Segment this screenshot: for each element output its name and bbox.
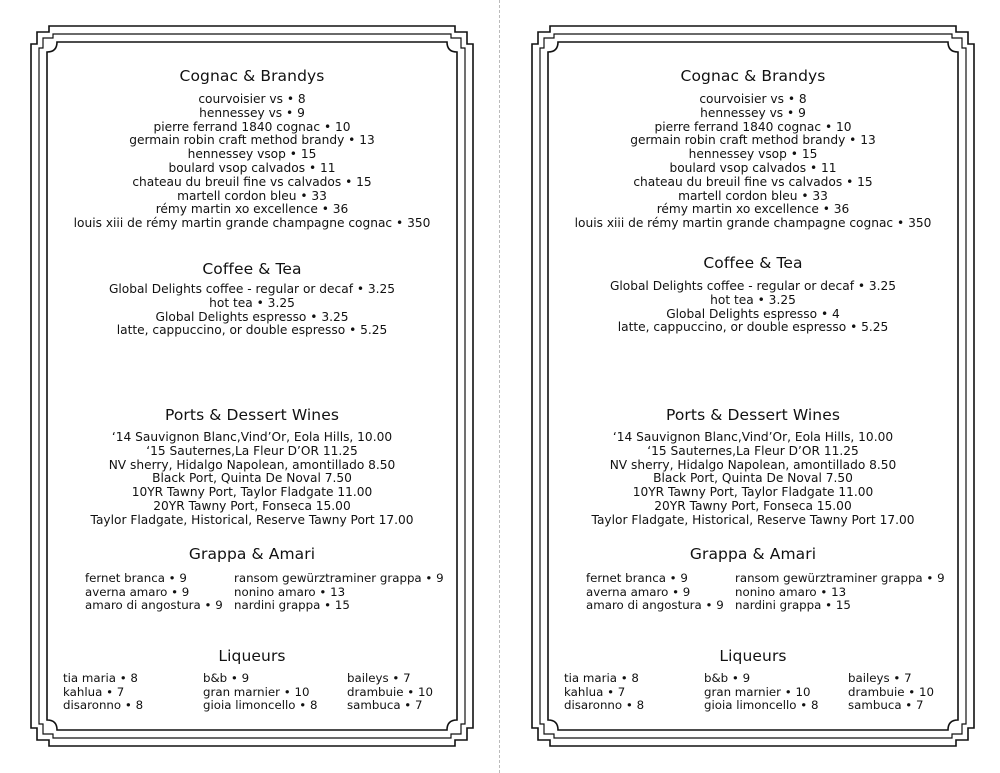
menu-item: ‘15 Sauternes,La Fleur D’OR 11.25 bbox=[647, 443, 859, 458]
menu-item: hennessey vs • 9 bbox=[199, 105, 305, 120]
menu-item: rémy martin xo excellence • 36 bbox=[656, 202, 850, 217]
menu-item: b&b • 9 bbox=[203, 671, 250, 685]
liqueurs-column-2 bbox=[704, 672, 818, 713]
section-title-ports: Ports & Dessert Wines bbox=[164, 406, 340, 424]
menu-item: courvoisier vs • 8 bbox=[699, 92, 807, 106]
menu-page-right bbox=[530, 24, 976, 748]
menu-item: Black Port, Quinta De Noval 7.50 bbox=[152, 471, 352, 486]
menu-item: fernet branca • 9 bbox=[586, 571, 688, 585]
menu-item: chateau du breuil fine vs calvados • 15 bbox=[132, 174, 372, 189]
menu-item: kahlua • 7 bbox=[63, 684, 125, 699]
grappa-column-2 bbox=[735, 572, 945, 613]
liqueurs-column-3 bbox=[347, 672, 433, 713]
menu-item: hot tea • 3.25 bbox=[710, 292, 796, 307]
coffee-list bbox=[29, 283, 475, 338]
section-title-ports: Ports & Dessert Wines bbox=[665, 406, 841, 424]
menu-item: nardini grappa • 15 bbox=[735, 598, 851, 613]
menu-item: germain robin craft method brandy • 13 bbox=[129, 133, 375, 148]
menu-item: martell cordon bleu • 33 bbox=[177, 188, 327, 203]
menu-item: Global Delights espresso • 4 bbox=[666, 306, 840, 321]
menu-item: hennessey vsop • 15 bbox=[688, 147, 818, 162]
menu-item: gioia limoncello • 8 bbox=[203, 698, 318, 713]
menu-item: 10YR Tawny Port, Taylor Fladgate 11.00 bbox=[131, 485, 373, 500]
menu-item: louis xiii de rémy martin grande champagne cognac • 350 bbox=[574, 216, 932, 231]
grappa-column-1 bbox=[85, 572, 223, 613]
menu-page-left bbox=[29, 24, 475, 748]
menu-item: rémy martin xo excellence • 36 bbox=[155, 202, 349, 217]
section-title-coffee: Coffee & Tea bbox=[703, 254, 803, 272]
ports-list bbox=[530, 431, 976, 528]
menu-item: amaro di angostura • 9 bbox=[586, 598, 724, 613]
menu-item: Global Delights coffee - regular or decaf • 3.25 bbox=[108, 282, 396, 296]
menu-item: NV sherry, Hidalgo Napolean, amontillado 8.50 bbox=[609, 457, 897, 472]
menu-item: ransom gewürztraminer grappa • 9 bbox=[735, 571, 945, 585]
ports-list bbox=[29, 431, 475, 528]
liqueurs-column-1 bbox=[564, 672, 644, 713]
menu-item: hot tea • 3.25 bbox=[209, 295, 295, 310]
menu-item: sambuca • 7 bbox=[347, 698, 423, 713]
section-title-cognac: Cognac & Brandys bbox=[179, 67, 325, 85]
section-title-liqueurs: Liqueurs bbox=[218, 647, 286, 665]
liqueurs-column-1 bbox=[63, 672, 143, 713]
menu-item: pierre ferrand 1840 cognac • 10 bbox=[654, 119, 852, 134]
grappa-column-1 bbox=[586, 572, 724, 613]
section-title-coffee: Coffee & Tea bbox=[202, 260, 302, 278]
menu-item: gioia limoncello • 8 bbox=[704, 698, 819, 713]
menu-item: disaronno • 8 bbox=[564, 698, 645, 713]
menu-item: drambuie • 10 bbox=[848, 684, 935, 699]
menu-item: kahlua • 7 bbox=[564, 684, 626, 699]
cognac-list bbox=[530, 93, 976, 231]
menu-item: Global Delights espresso • 3.25 bbox=[155, 309, 349, 324]
section-title-cognac: Cognac & Brandys bbox=[680, 67, 826, 85]
menu-item: hennessey vsop • 15 bbox=[187, 147, 317, 162]
menu-item: gran marnier • 10 bbox=[203, 684, 310, 699]
menu-item: baileys • 7 bbox=[347, 671, 411, 685]
menu-item: nonino amaro • 13 bbox=[234, 584, 346, 599]
menu-item: ‘14 Sauvignon Blanc,Vind’Or, Eola Hills, 10.00 bbox=[612, 430, 894, 444]
menu-item: germain robin craft method brandy • 13 bbox=[630, 133, 876, 148]
menu-item: hennessey vs • 9 bbox=[700, 105, 806, 120]
menu-item: averna amaro • 9 bbox=[85, 584, 190, 599]
section-title-grappa: Grappa & Amari bbox=[689, 545, 817, 563]
menu-item: drambuie • 10 bbox=[347, 684, 434, 699]
section-title-liqueurs: Liqueurs bbox=[719, 647, 787, 665]
cognac-list bbox=[29, 93, 475, 231]
menu-item: martell cordon bleu • 33 bbox=[678, 188, 828, 203]
menu-item: boulard vsop calvados • 11 bbox=[168, 160, 336, 175]
menu-item: ‘15 Sauternes,La Fleur D’OR 11.25 bbox=[146, 443, 358, 458]
menu-item: courvoisier vs • 8 bbox=[198, 92, 306, 106]
menu-item: baileys • 7 bbox=[848, 671, 912, 685]
menu-item: b&b • 9 bbox=[704, 671, 751, 685]
liqueurs-column-2 bbox=[203, 672, 317, 713]
liqueurs-column-3 bbox=[848, 672, 934, 713]
menu-item: latte, cappuccino, or double espresso • 5.25 bbox=[116, 323, 388, 338]
menu-item: Black Port, Quinta De Noval 7.50 bbox=[653, 471, 853, 486]
menu-item: 20YR Tawny Port, Fonseca 15.00 bbox=[153, 498, 351, 513]
menu-item: sambuca • 7 bbox=[848, 698, 924, 713]
menu-item: latte, cappuccino, or double espresso • 5.25 bbox=[617, 320, 889, 335]
menu-item: ‘14 Sauvignon Blanc,Vind’Or, Eola Hills, 10.00 bbox=[111, 430, 393, 444]
coffee-list bbox=[530, 280, 976, 335]
menu-item: 10YR Tawny Port, Taylor Fladgate 11.00 bbox=[632, 485, 874, 500]
menu-item: tia maria • 8 bbox=[564, 671, 639, 685]
menu-item: gran marnier • 10 bbox=[704, 684, 811, 699]
menu-item: NV sherry, Hidalgo Napolean, amontillado 8.50 bbox=[108, 457, 396, 472]
menu-item: ransom gewürztraminer grappa • 9 bbox=[234, 571, 444, 585]
menu-item: louis xiii de rémy martin grande champagne cognac • 350 bbox=[73, 216, 431, 231]
section-title-grappa: Grappa & Amari bbox=[188, 545, 316, 563]
menu-item: boulard vsop calvados • 11 bbox=[669, 160, 837, 175]
menu-item: 20YR Tawny Port, Fonseca 15.00 bbox=[654, 498, 852, 513]
fold-divider bbox=[499, 0, 500, 773]
menu-item: nonino amaro • 13 bbox=[735, 584, 847, 599]
menu-item: Taylor Fladgate, Historical, Reserve Tawny Port 17.00 bbox=[591, 512, 915, 527]
menu-item: averna amaro • 9 bbox=[586, 584, 691, 599]
menu-item: tia maria • 8 bbox=[63, 671, 138, 685]
menu-item: amaro di angostura • 9 bbox=[85, 598, 223, 613]
menu-item: disaronno • 8 bbox=[63, 698, 144, 713]
menu-item: pierre ferrand 1840 cognac • 10 bbox=[153, 119, 351, 134]
menu-item: chateau du breuil fine vs calvados • 15 bbox=[633, 174, 873, 189]
menu-item: fernet branca • 9 bbox=[85, 571, 187, 585]
grappa-column-2 bbox=[234, 572, 444, 613]
menu-item: Global Delights coffee - regular or decaf • 3.25 bbox=[609, 279, 897, 293]
menu-item: nardini grappa • 15 bbox=[234, 598, 350, 613]
menu-item: Taylor Fladgate, Historical, Reserve Tawny Port 17.00 bbox=[90, 512, 414, 527]
